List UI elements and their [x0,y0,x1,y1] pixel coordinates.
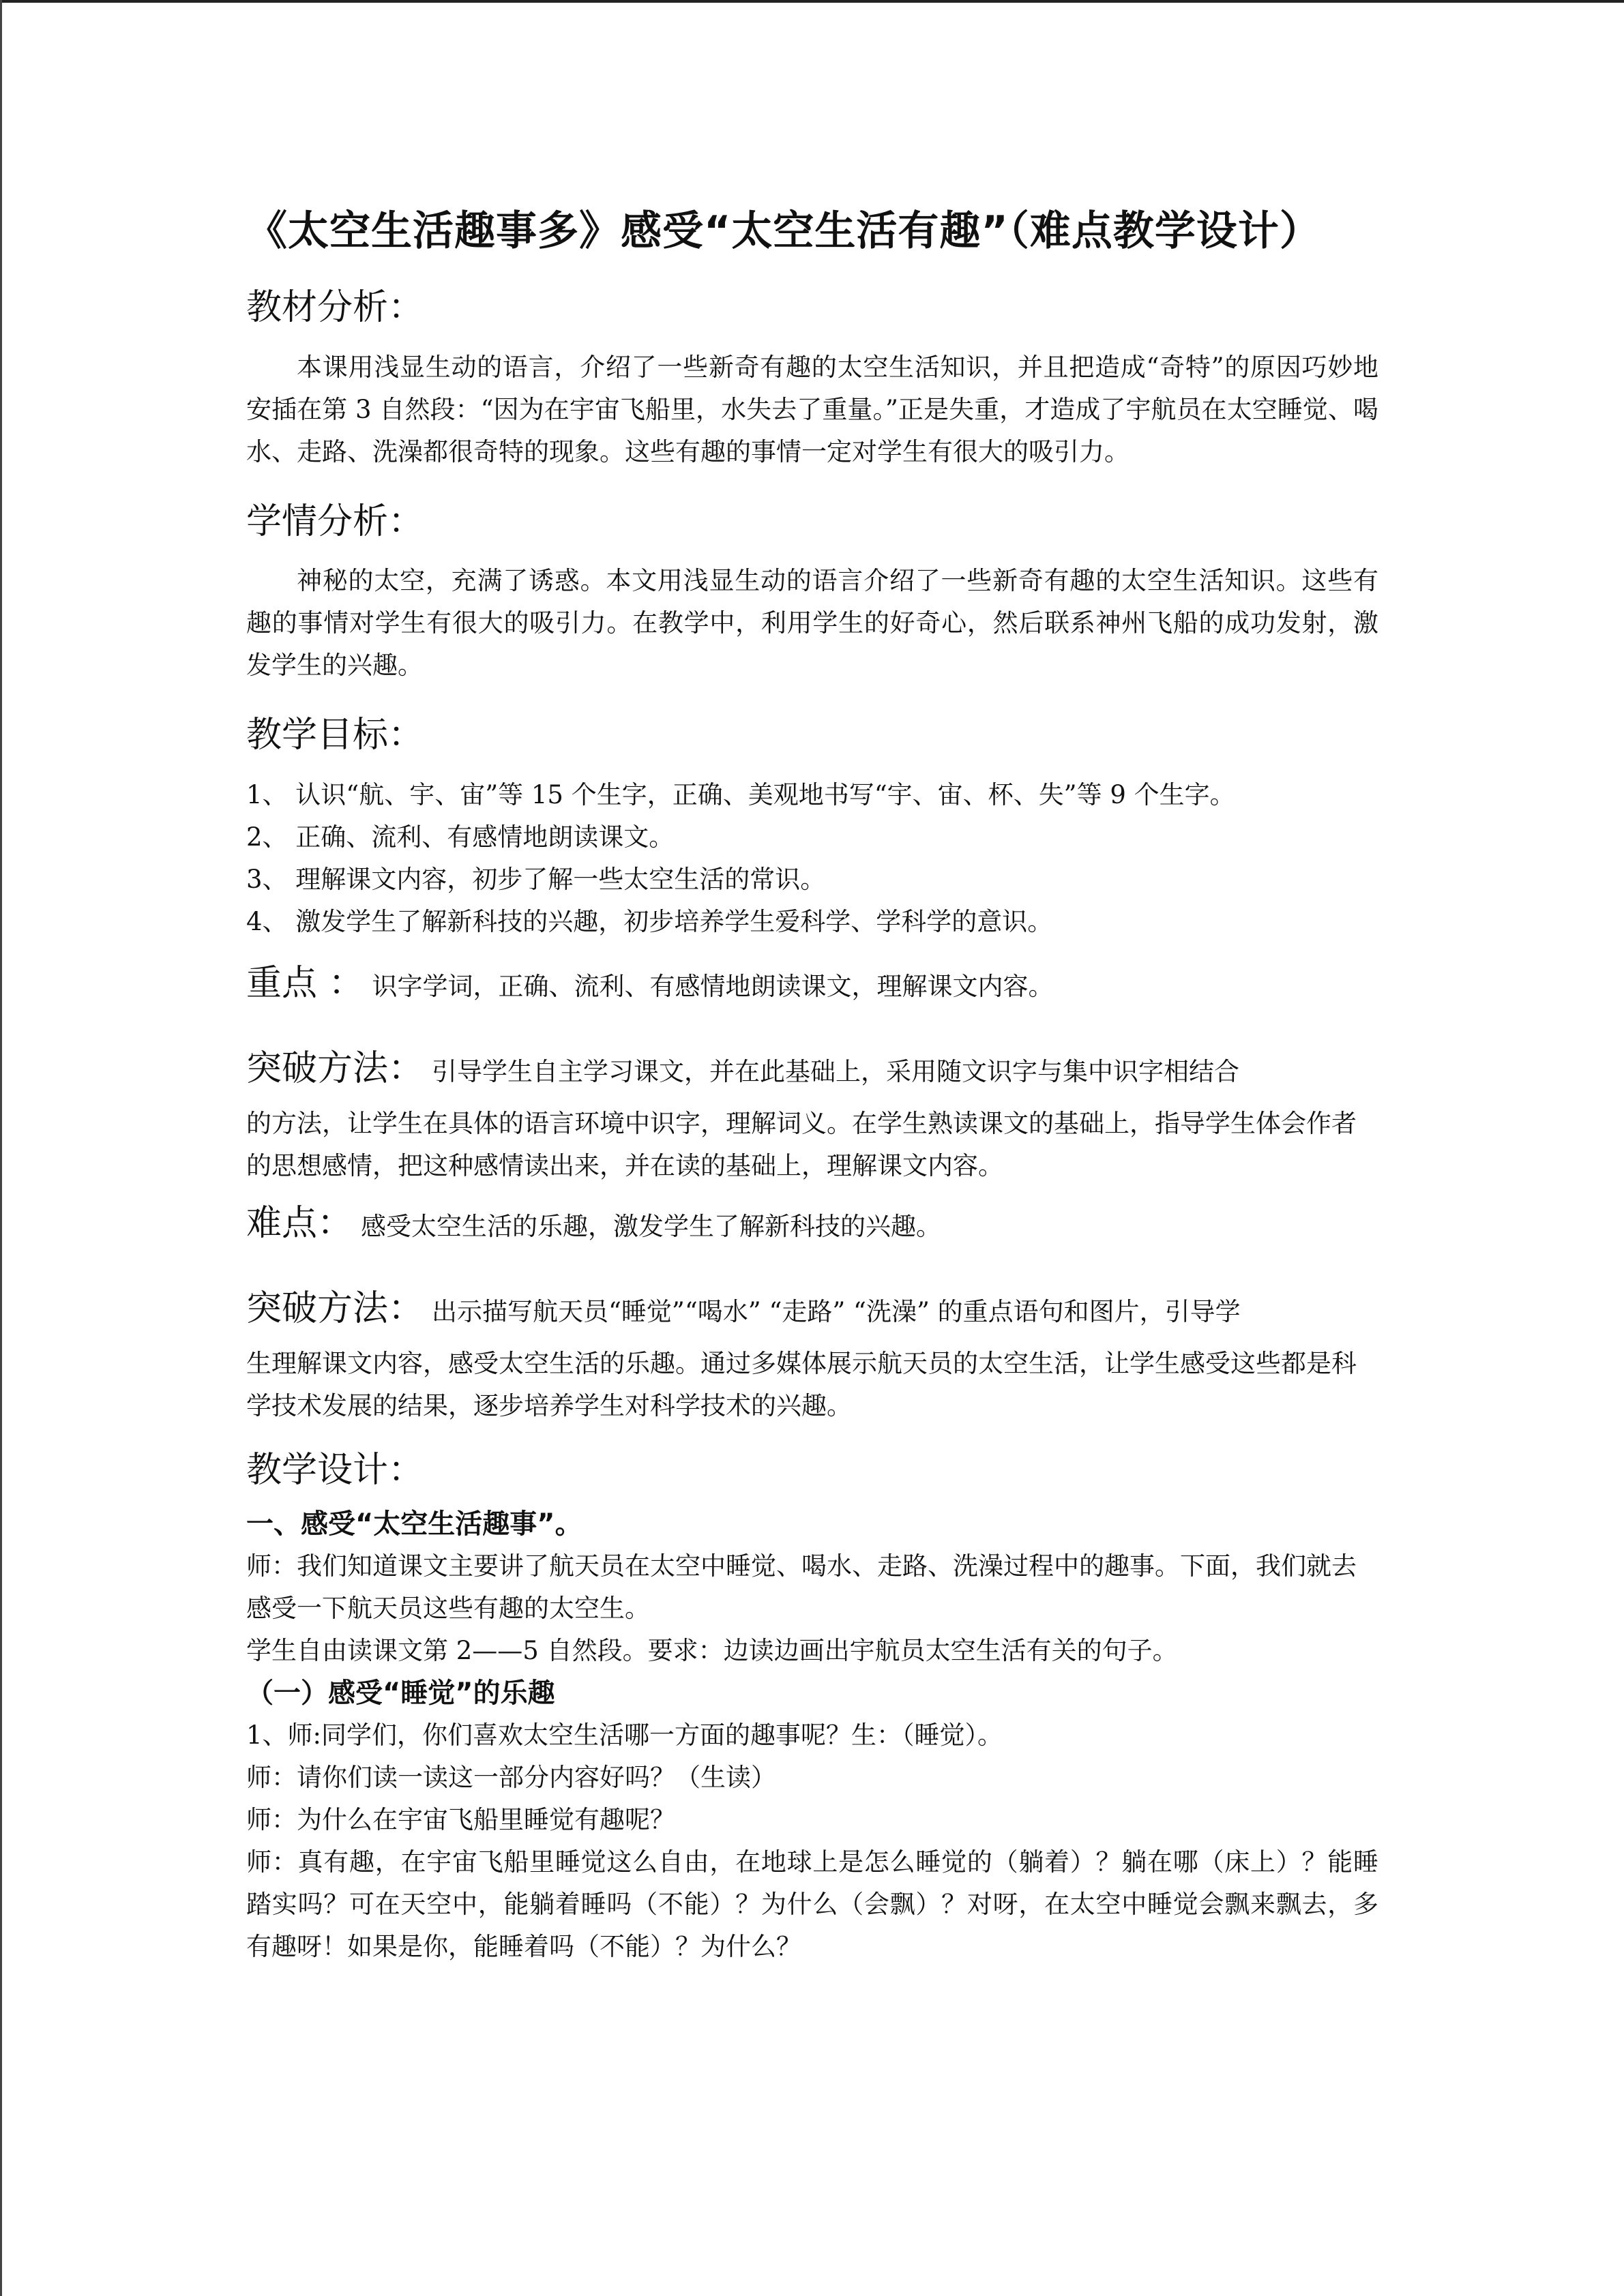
breakthrough-1-heading: 突破方法： [246,1047,424,1089]
breakthrough-2-heading: 突破方法： [246,1287,424,1329]
teaching-design-heading: 教学设计： [246,1449,424,1491]
student-analysis-heading: 学情分析： [246,501,424,542]
teaching-goals-list [246,774,1378,943]
part-one-title: 一、感受“太空生活趣事”。 [246,1508,582,1540]
page-top-edge [0,0,1624,3]
list-item: 1、 认识“航、宇、宙”等 15 个生字，正确、美观地书写“宇、宙、杯、失”等 9 个生字。 [246,779,1235,809]
breakthrough-method-1 [246,1038,1378,1187]
student-analysis-paragraph: 神秘的太空，充满了诱惑。本文用浅显生动的语言介绍了一些新奇有趣的太空生活知识。这些有趣的事情对学生有很大的吸引力。在教学中，利用学生的好奇心，然后联系神州飞船的成功发射，激发学生的兴趣。 [246,566,1378,681]
breakthrough-2-lead [246,1278,1378,1343]
list-item: 4、 激发学生了解新科技的兴趣，初步培养学生爱科学、学科学的意识。 [246,906,1053,936]
difficult-point-text: 感受太空生活的乐趣，激发学生了解新科技的兴趣。 [361,1211,942,1241]
key-point-text: 识字学词，正确、流利、有感情地朗读课文，理解课文内容。 [372,971,1054,1001]
material-analysis-heading: 教材分析： [246,287,424,328]
breakthrough-2-rest: 生理解课文内容，感受太空生活的乐趣。通过多媒体展示航天员的太空生活，让学生感受这些都是科学技术发展的结果，逐步培养学生对科学技术的兴趣。 [246,1348,1357,1420]
key-point-section [246,962,1378,1008]
body-line: 1、师:同学们，你们喜欢太空生活哪一方面的趣事呢？生：（睡觉）。 [246,1720,1003,1750]
material-analysis-paragraph: 本课用浅显生动的语言，介绍了一些新奇有趣的太空生活知识，并且把造成“奇特”的原因巧妙地安插在第 3 自然段：“因为在宇宙飞船里，水失去了重量。”正是失重，才造成了宇航员在太空睡觉、喝水、走路、洗澡都很奇特的现象。这些有趣的事情一定对学生有很大的吸引力。 [246,352,1378,466]
difficult-point-section [246,1202,1378,1248]
key-point-heading: 重点 ： [246,962,364,1004]
breakthrough-method-2 [246,1278,1378,1427]
breakthrough-1-first-line: 引导学生自主学习课文，并在此基础上，采用随文识字与集中识字相结合 [432,1056,1240,1086]
body-line: 师：真有趣，在宇宙飞船里睡觉这么自由，在地球上是怎么睡觉的（躺着）？躺在哪（床上）？能睡踏实吗？可在天空中，能躺着睡吗（不能）？为什么（会飘）？对呀，在太空中睡觉会飘来飘去，多有趣呀！如果是你，能睡着吗（不能）？为什么？ [246,1847,1378,1962]
page-title: 《太空生活趣事多》感受“太空生活有趣”（难点教学设计） [246,207,1321,255]
document-page [246,205,1378,1968]
body-line: 师：请你们读一读这一部分内容好吗？（生读） [246,1763,776,1793]
body-line: 师：我们知道课文主要讲了航天员在太空中睡觉、喝水、走路、洗澡过程中的趣事。下面，我们就去感受一下航天员这些有趣的太空生。 [246,1551,1357,1624]
difficult-point-heading: 难点： [246,1202,353,1244]
list-item: 2、 正确、流利、有感情地朗读课文。 [246,822,675,852]
list-item: 3、 理解课文内容，初步了解一些太空生活的常识。 [246,864,826,894]
teaching-goals-heading: 教学目标： [246,715,424,756]
body-line: 学生自由读课文第 2——5 自然段。要求：边读边画出宇航员太空生活有关的句子。 [246,1636,1178,1666]
breakthrough-1-lead [246,1038,1378,1103]
page-left-edge [0,0,2,2296]
breakthrough-2-first-line: 出示描写航天员“睡觉”“喝水” “走路” “洗澡” 的重点语句和图片，引导学 [432,1296,1241,1326]
breakthrough-1-rest: 的方法，让学生在具体的语言环境中识字，理解词义。在学生熟读课文的基础上，指导学生体会作者的思想感情，把这种感情读出来，并在读的基础上，理解课文内容。 [246,1108,1357,1180]
sub-section-sleep-title: （一）感受“睡觉”的乐趣 [246,1678,555,1710]
body-line: 师：为什么在宇宙飞船里睡觉有趣呢？ [246,1805,675,1835]
